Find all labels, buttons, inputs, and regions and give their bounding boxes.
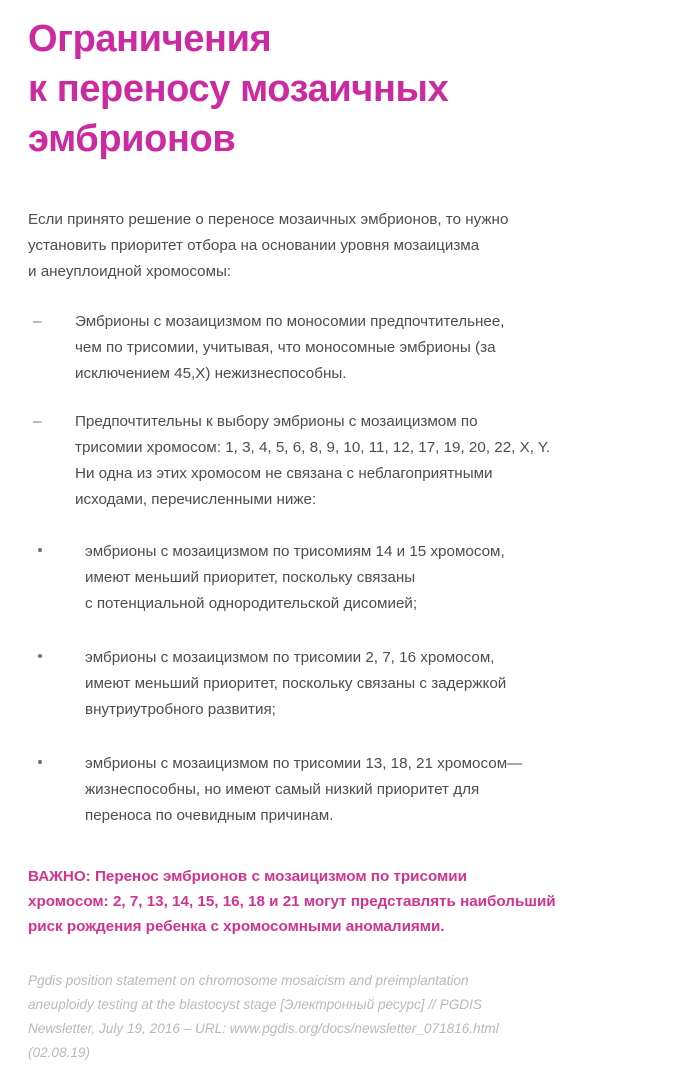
dot-item-2-line-1: эмбрионы с мозаицизмом по трисомии 2, 7, 16 хромосом, xyxy=(85,649,495,666)
intro-line-1: Если принято решение о переносе мозаичных эмбрионов, то нужно xyxy=(28,211,509,228)
dash-item-2-line-3: Ни одна из этих хромосом не связана с неблагоприятными xyxy=(75,465,493,482)
citation-line-3: Newsletter, July 19, 2016 – URL: www.pgdis.org/docs/newsletter_071816.html xyxy=(28,1021,499,1036)
list-item xyxy=(28,409,650,513)
page-title-line-2: к переносу мозаичных xyxy=(28,68,449,110)
intro-paragraph xyxy=(28,164,650,285)
important-line-3: риск рождения ребенка с хромосомными аномалиями. xyxy=(28,918,445,935)
important-note xyxy=(28,829,650,939)
dot-marker-icon xyxy=(38,548,42,552)
dash-marker-icon: – xyxy=(33,313,42,330)
dash-item-1-line-2: чем по трисомии, учитывая, что моносомные эмбрионы (за xyxy=(75,339,496,356)
list-item xyxy=(28,309,650,387)
dot-item-1-line-3: с потенциальной однородительской дисомией; xyxy=(85,595,418,612)
dash-item-2-line-1: Предпочтительны к выбору эмбрионы с мозаицизмом по xyxy=(75,413,478,430)
dot-item-2-line-3: внутриутробного развития; xyxy=(85,701,276,718)
important-line-2: хромосом: 2, 7, 13, 14, 15, 16, 18 и 21 могут представлять наибольший xyxy=(28,893,556,910)
list-item xyxy=(28,751,650,829)
list-item xyxy=(28,539,650,617)
important-line-1: ВАЖНО: Перенос эмбрионов с мозаицизмом по трисомии xyxy=(28,868,467,885)
dash-item-1-line-3: исключением 45,X) нежизнеспособны. xyxy=(75,365,347,382)
dot-marker-icon xyxy=(38,654,42,658)
dash-item-2-line-2: трисомии хромосом: 1, 3, 4, 5, 6, 8, 9, 10, 11, 12, 17, 19, 20, 22, X, Y. xyxy=(75,439,551,456)
dash-item-2-line-4: исходами, перечисленными ниже: xyxy=(75,491,317,508)
intro-line-2: установить приоритет отбора на основании уровня мозаицизма xyxy=(28,237,480,254)
list-item xyxy=(28,645,650,723)
dot-item-3-line-3: переноса по очевидным причинам. xyxy=(85,807,334,824)
dot-item-3-line-1: эмбрионы с мозаицизмом по трисомии 13, 18, 21 хромосом— xyxy=(85,755,523,772)
page-title-line-3: эмбрионов xyxy=(28,118,236,160)
dash-marker-icon: – xyxy=(33,413,42,430)
citation-line-2: aneuploidy testing at the blastocyst stage [Электронный ресурс] // PGDIS xyxy=(28,997,482,1012)
citation-line-4: (02.08.19) xyxy=(28,1045,90,1060)
dot-marker-icon xyxy=(38,760,42,764)
dash-bullet-list xyxy=(28,309,650,513)
dot-item-2-line-2: имеют меньший приоритет, поскольку связаны с задержкой xyxy=(85,675,507,692)
citation-reference xyxy=(28,939,650,1065)
page-title xyxy=(28,0,650,164)
dot-bullet-list xyxy=(28,539,650,829)
citation-line-1: Pgdis position statement on chromosome mosaicism and preimplantation xyxy=(28,973,469,988)
intro-line-3: и анеуплоидной хромосомы: xyxy=(28,263,232,280)
dot-item-3-line-2: жизнеспособны, но имеют самый низкий приоритет для xyxy=(85,781,480,798)
dash-item-1-line-1: Эмбрионы с мозаицизмом по моносомии предпочтительнее, xyxy=(75,313,505,330)
dot-item-1-line-1: эмбрионы с мозаицизмом по трисомиям 14 и 15 хромосом, xyxy=(85,543,505,560)
page-title-line-1: Ограничения xyxy=(28,18,272,60)
dot-item-1-line-2: имеют меньший приоритет, поскольку связаны xyxy=(85,569,416,586)
